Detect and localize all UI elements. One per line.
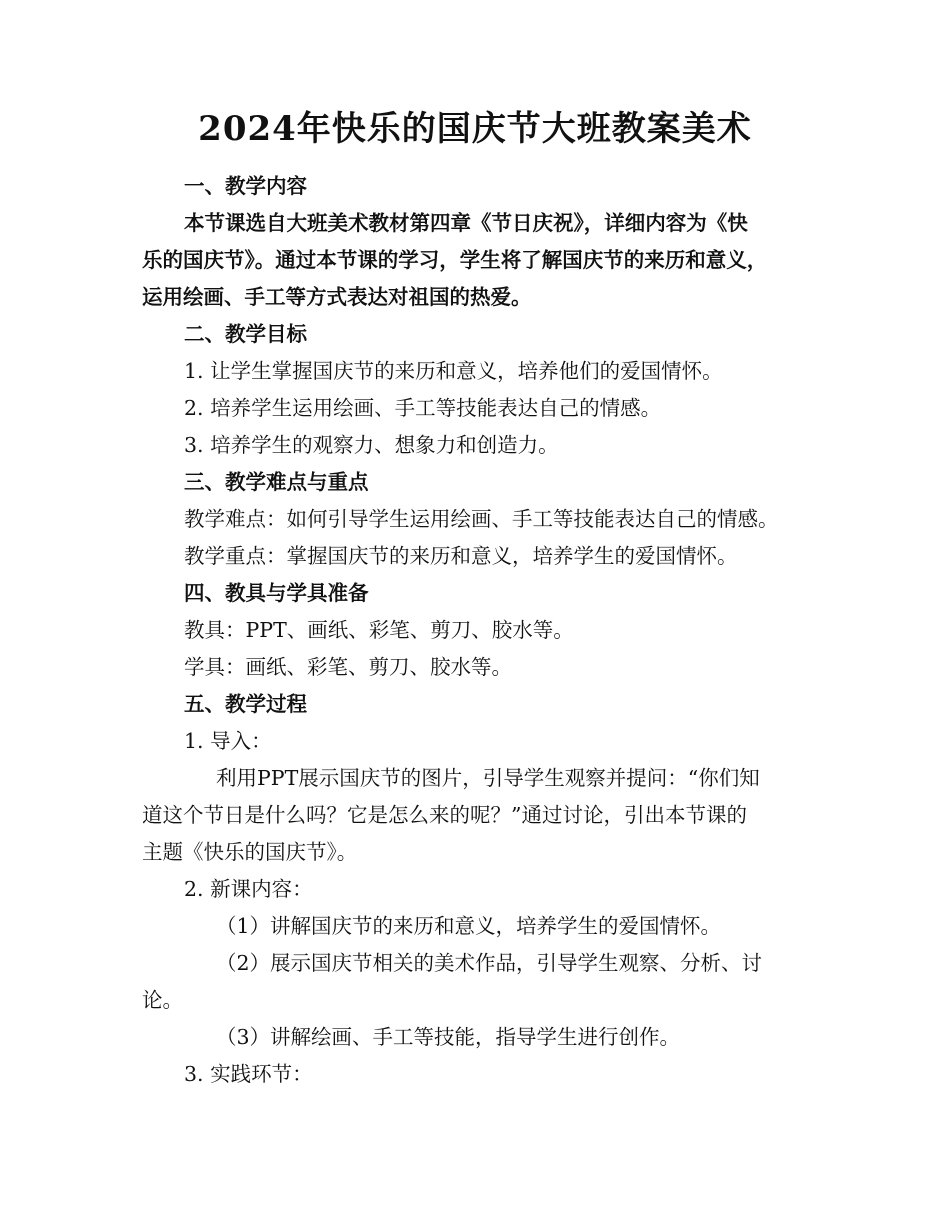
list-item: 教学重点：掌握国庆节的来历和意义，培养学生的爱国情怀。 <box>184 544 738 568</box>
list-item: 学具：画纸、彩笔、剪刀、胶水等。 <box>184 655 512 679</box>
section-heading-1: 一、教学内容 <box>184 174 307 198</box>
paragraph-line: 主题《快乐的国庆节》。 <box>142 840 358 864</box>
list-item: 教具：PPT、画纸、彩笔、剪刀、胶水等。 <box>184 618 574 642</box>
paragraph-line: 运用绘画、手工等方式表达对祖国的热爱。 <box>142 285 532 309</box>
section-heading-4: 四、教具与学具准备 <box>184 581 369 605</box>
list-item: 教学难点：如何引导学生运用绘画、手工等技能表达自己的情感。 <box>184 507 779 531</box>
paragraph-line: 利用PPT展示国庆节的图片，引导学生观察并提问：“你们知 <box>216 766 760 790</box>
paragraph-line: 乐的国庆节》。通过本节课的学习，学生将了解国庆节的来历和意义， <box>142 248 768 272</box>
step-label-1: 1. 导入： <box>184 729 272 753</box>
section-heading-3: 三、教学难点与重点 <box>184 470 369 494</box>
step-label-3: 3. 实践环节： <box>184 1062 313 1086</box>
list-item: 3. 培养学生的观察力、想象力和创造力。 <box>184 433 559 457</box>
paragraph-line: 道这个节日是什么吗？它是怎么来的呢？”通过讨论，引出本节课的 <box>142 803 747 827</box>
sub-item-continuation: 论。 <box>142 988 183 1012</box>
document-title: 2024年快乐的国庆节大班教案美术 <box>198 109 752 149</box>
list-item: 1. 让学生掌握国庆节的来历和意义，培养他们的爱国情怀。 <box>184 359 723 383</box>
list-item: 2. 培养学生运用绘画、手工等技能表达自己的情感。 <box>184 396 662 420</box>
step-label-2: 2. 新课内容： <box>184 877 313 901</box>
paragraph-line: 本节课选自大班美术教材第四章《节日庆祝》，详细内容为《快 <box>184 211 748 235</box>
section-heading-2: 二、教学目标 <box>184 322 307 346</box>
sub-item: （1）讲解国庆节的来历和意义，培养学生的爱国情怀。 <box>216 914 722 938</box>
sub-item: （3）讲解绘画、手工等技能，指导学生进行创作。 <box>216 1025 681 1049</box>
section-heading-5: 五、教学过程 <box>184 692 307 716</box>
sub-item: （2）展示国庆节相关的美术作品，引导学生观察、分析、讨 <box>216 951 763 975</box>
